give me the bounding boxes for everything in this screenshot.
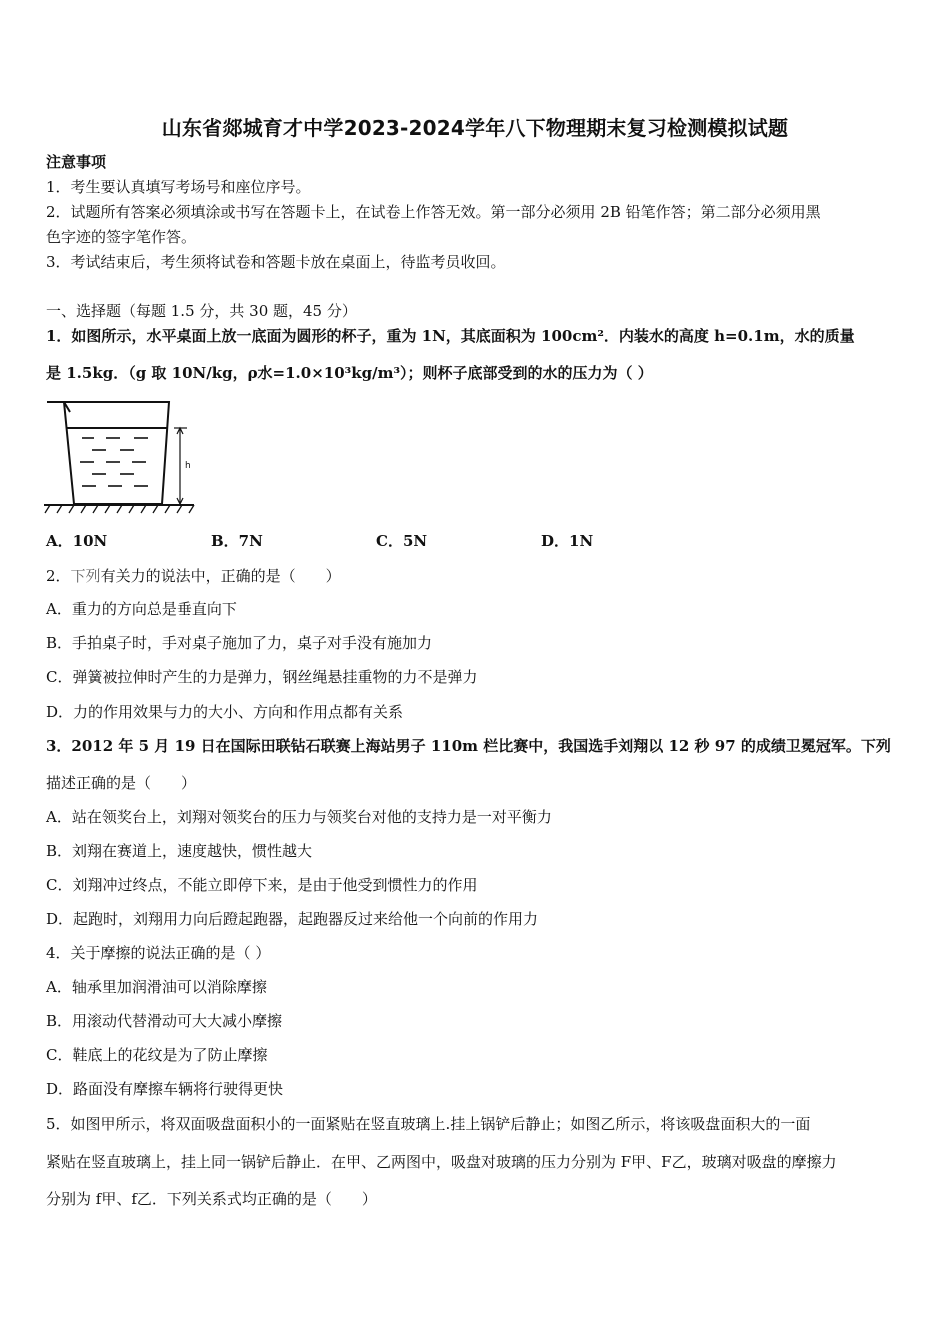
q2-stem-gray: 下列 bbox=[70, 567, 101, 585]
q4-option-a: A．轴承里加润滑油可以消除摩擦 bbox=[46, 978, 267, 996]
q3-option-a: A．站在领奖台上，刘翔对领奖台的压力与领奖台对他的支持力是一对平衡力 bbox=[46, 808, 552, 826]
q5-stem-line1: 5．如图甲所示，将双面吸盘面积小的一面紧贴在竖直玻璃上.挂上锅铲后静止；如图乙所示，将该吸盘面积大的一面 bbox=[46, 1115, 811, 1133]
q4-option-d: D．路面没有摩擦车辆将行驶得更快 bbox=[46, 1080, 284, 1098]
q1-option-a: A．10N bbox=[46, 532, 108, 550]
q2-option-d: D．力的作用效果与力的大小、方向和作用点都有关系 bbox=[46, 703, 404, 721]
q1-option-c: C．5N bbox=[376, 532, 428, 550]
page-title: 山东省郯城育才中学2023-2024学年八下物理期末复习检测模拟试题 bbox=[161, 116, 789, 140]
q4-option-c: C．鞋底上的花纹是为了防止摩擦 bbox=[46, 1046, 268, 1064]
section-heading: 一、选择题（每题 1.5 分，共 30 题，45 分） bbox=[46, 302, 357, 320]
q2-stem-prefix: 2． bbox=[46, 567, 71, 585]
q3-option-b: B．刘翔在赛道上，速度越快，惯性越大 bbox=[46, 842, 313, 860]
q5-stem-line3: 分别为 f甲、f乙．下列关系式均正确的是（ ） bbox=[46, 1190, 377, 1208]
q2-stem-rest: 有关力的说法中，正确的是（ ） bbox=[100, 567, 341, 585]
notice-item-1: 1．考生要认真填写考场号和座位序号。 bbox=[46, 178, 311, 196]
q2-stem bbox=[46, 566, 341, 586]
cup-figure bbox=[44, 400, 196, 515]
q5-stem-line2: 紧贴在竖直玻璃上，挂上同一锅铲后静止．在甲、乙两图中，吸盘对玻璃的压力分别为 F甲、F乙，玻璃对吸盘的摩擦力 bbox=[46, 1153, 837, 1171]
q4-option-b: B．用滚动代替滑动可大大减小摩擦 bbox=[46, 1012, 283, 1030]
q1-stem-line2: 是 1.5kg．（g 取 10N/kg，ρ水=1.0×10³kg/m³）；则杯子底部受到的水的压力为（ ） bbox=[46, 364, 653, 382]
q3-option-c: C．刘翔冲过终点，不能立即停下来，是由于他受到惯性力的作用 bbox=[46, 876, 478, 894]
q1-option-b: B．7N bbox=[211, 532, 263, 550]
q2-option-c: C．弹簧被拉伸时产生的力是弹力，钢丝绳悬挂重物的力不是弹力 bbox=[46, 668, 478, 686]
notice-item-2-cont: 色字迹的签字笔作答。 bbox=[46, 228, 197, 246]
cup-outline bbox=[64, 402, 169, 504]
cup-spout bbox=[47, 402, 70, 412]
q3-stem-line2: 描述正确的是（ ） bbox=[46, 774, 197, 792]
notice-item-2: 2．试题所有答案必须填涂或书写在答题卡上，在试卷上作答无效。第一部分必须用 2B 铅笔作答；第二部分必须用黑 bbox=[46, 203, 821, 221]
q1-option-d: D．1N bbox=[541, 532, 594, 550]
notice-item-3: 3．考试结束后，考生须将试卷和答题卡放在桌面上，待监考员收回。 bbox=[46, 253, 506, 271]
water-dashes bbox=[80, 438, 148, 486]
notice-heading: 注意事项 bbox=[46, 153, 107, 171]
q1-stem-line1: 1．如图所示，水平桌面上放一底面为圆形的杯子，重为 1N，其底面积为 100cm²．内装水的高度 h=0.1m，水的质量 bbox=[46, 327, 855, 345]
q3-stem-line1: 3．2012 年 5 月 19 日在国际田联钻石联赛上海站男子 110m 栏比赛中，我国选手刘翔以 12 秒 97 的成绩卫冕冠军。下列 bbox=[46, 737, 891, 755]
height-label: h bbox=[185, 461, 191, 471]
ground-hatching bbox=[45, 505, 194, 513]
q4-stem: 4．关于摩擦的说法正确的是（ ） bbox=[46, 944, 271, 962]
q3-option-d: D．起跑时，刘翔用力向后蹬起跑器，起跑器反过来给他一个向前的作用力 bbox=[46, 910, 539, 928]
q2-option-b: B．手拍桌子时，手对桌子施加了力，桌子对手没有施加力 bbox=[46, 634, 433, 652]
q2-option-a: A．重力的方向总是垂直向下 bbox=[46, 600, 237, 618]
